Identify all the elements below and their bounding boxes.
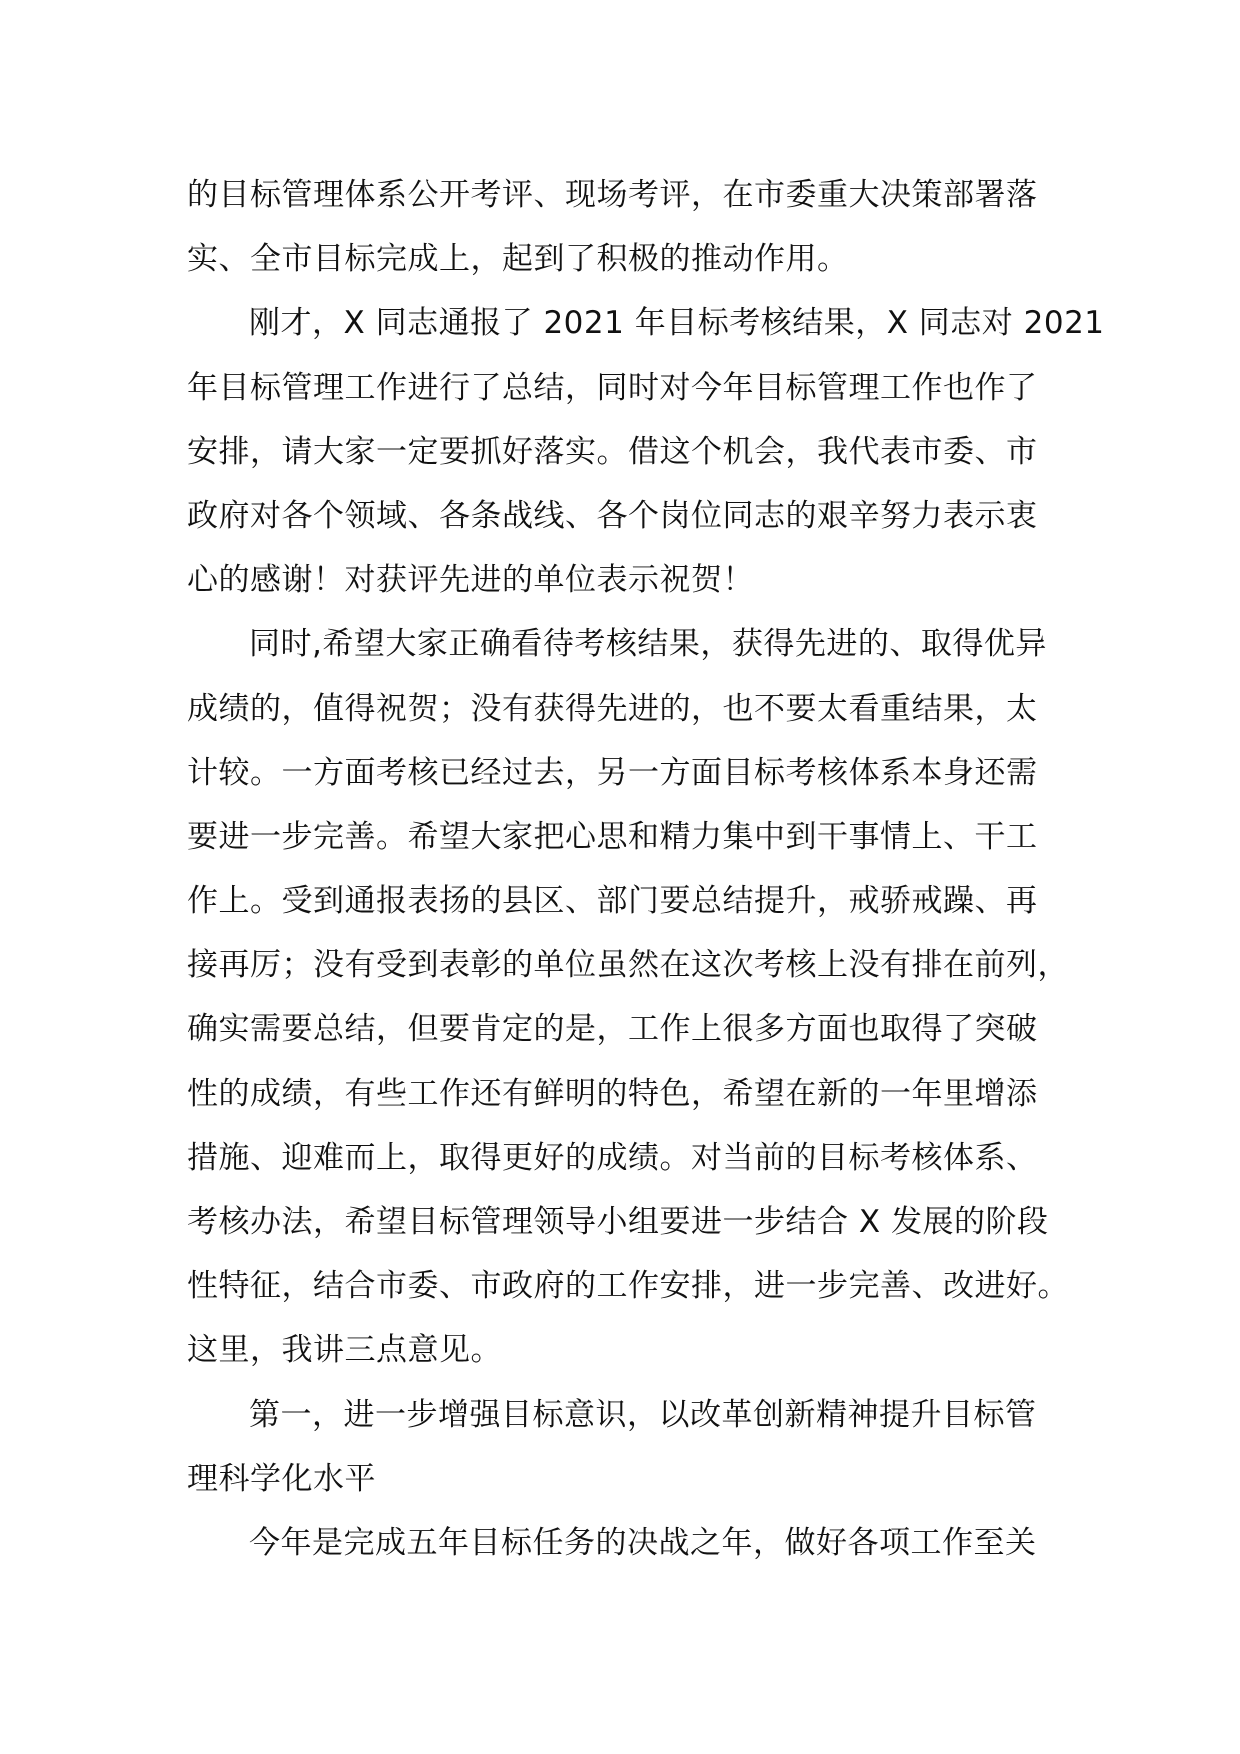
text-line: 考核办法，希望目标管理领导小组要进一步结合 X 发展的阶段 [187,1204,1049,1240]
text-line: 成绩的，值得祝贺；没有获得先进的，也不要太看重结果，太 [187,690,1038,727]
section-heading-line: 第一，进一步增强目标意识，以改革创新精神提升目标管 [249,1396,1037,1433]
text-line: 接再厉；没有受到表彰的单位虽然在这次考核上没有排在前列， [187,947,1069,984]
text-line: 性特征，结合市委、市政府的工作安排，进一步完善、改进好。 [187,1268,1069,1305]
text-line: 心的感谢！对获评先进的单位表示祝贺！ [187,562,754,599]
document-body [187,163,1105,1575]
text-line: 实、全市目标完成上，起到了积极的推动作用。 [187,241,849,278]
text-line: 这里，我讲三点意见。 [187,1332,502,1369]
text-line: 措施、迎难而上，取得更好的成绩。对当前的目标考核体系、 [187,1139,1038,1176]
text-line: 年目标管理工作进行了总结，同时对今年目标管理工作也作了 [187,369,1038,406]
paragraph-first-line: 同时,希望大家正确看待考核结果，获得先进的、取得优异 [249,626,1047,663]
text-line: 计较。一方面考核已经过去，另一方面目标考核体系本身还需 [187,754,1038,791]
paragraph-first-line: 今年是完成五年目标任务的决战之年，做好各项工作至关 [249,1524,1037,1561]
text-line: 确实需要总结，但要肯定的是，工作上很多方面也取得了突破 [187,1011,1038,1048]
text-line: 政府对各个领域、各条战线、各个岗位同志的艰辛努力表示衷 [187,497,1038,534]
text-line: 要进一步完善。希望大家把心思和精力集中到干事情上、干工 [187,818,1038,855]
section-heading-line: 理科学化水平 [187,1460,376,1497]
text-line: 安排，请大家一定要抓好落实。借这个机会，我代表市委、市 [187,433,1038,470]
text-line: 性的成绩，有些工作还有鲜明的特色，希望在新的一年里增添 [187,1075,1038,1112]
text-line: 的目标管理体系公开考评、现场考评，在市委重大决策部署落 [187,177,1038,213]
text-line: 作上。受到通报表扬的县区、部门要总结提升，戒骄戒躁、再 [187,883,1038,920]
paragraph-first-line: 刚才，X 同志通报了 2021 年目标考核结果，X 同志对 2021 [249,305,1105,342]
